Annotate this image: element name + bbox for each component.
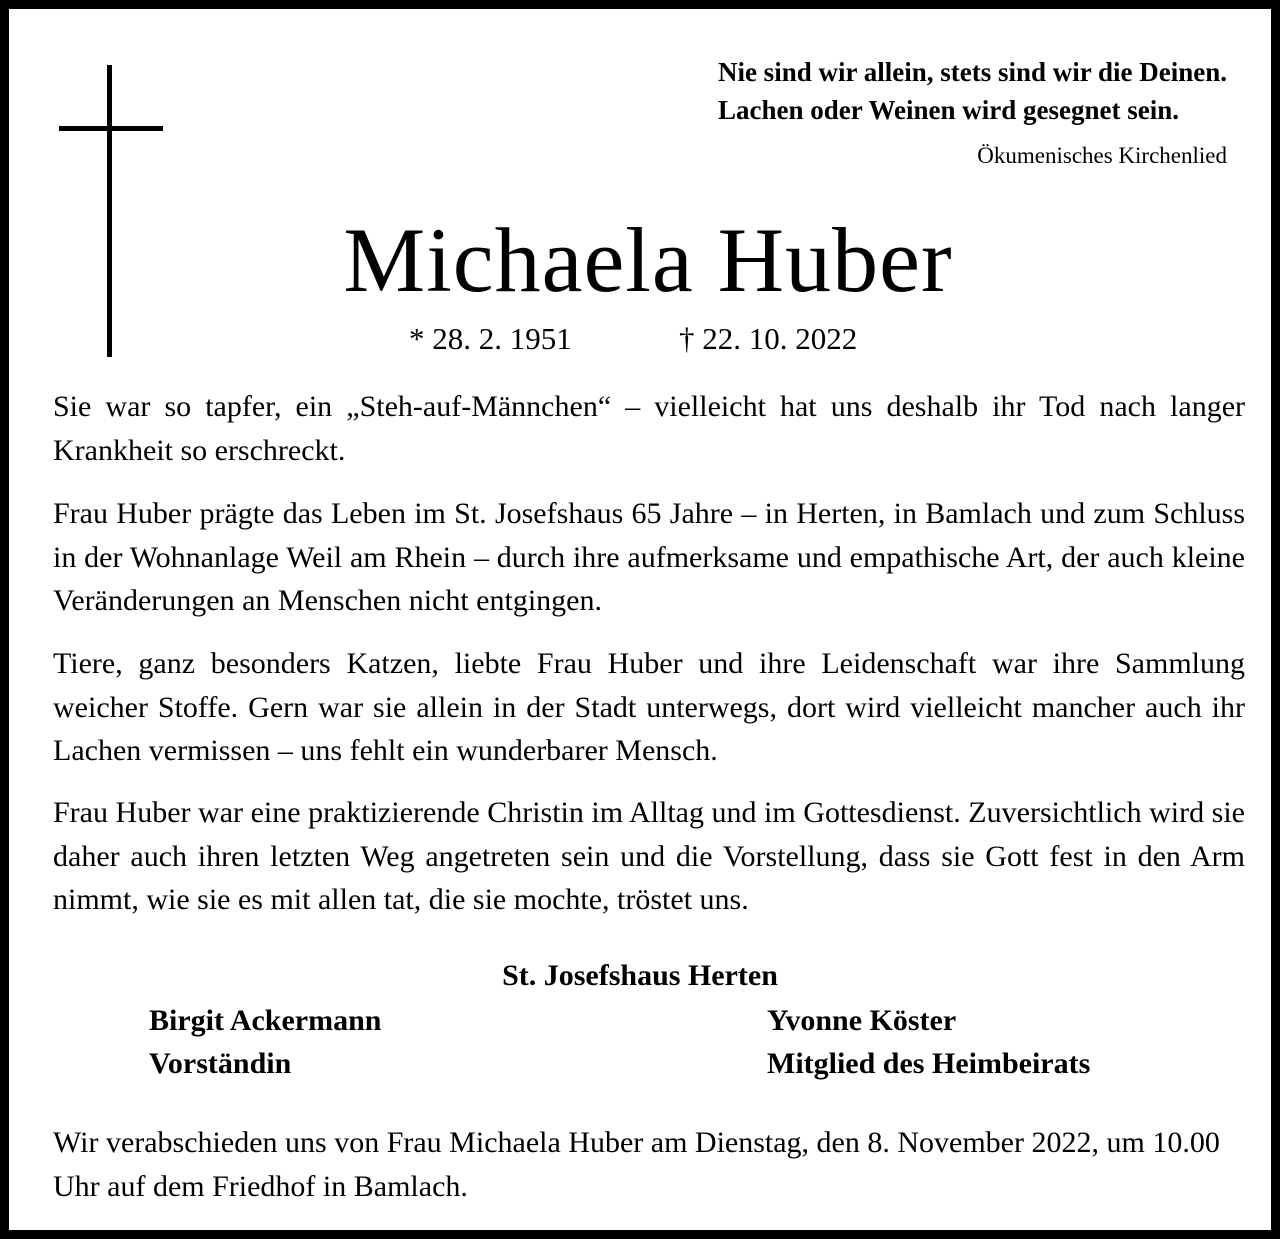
signatory-left bbox=[149, 999, 382, 1085]
motto-line-1: Nie sind wir allein, stets sind wir die Deinen. bbox=[717, 57, 1227, 87]
paragraph-2: Frau Huber prägte das Leben im St. Josefshaus 65 Jahre – in Herten, in Bamlach und zum Schluss in der Wohnanlage Weil am Rhein – durch ihre aufmerksame und empathische Art, der auch kleine Veränderungen an Menschen nicht entgingen. bbox=[53, 497, 1245, 617]
birth-date: * 28. 2. 1951 bbox=[409, 321, 572, 356]
paragraph-4: Frau Huber war eine praktizierende Christin im Alltag und im Gottesdienst. Zuversichtlich wird sie daher auch ihren letzten Weg angetreten sein und die Vorstellung, dass sie Gott fest in den Arm nimmt, wie sie es mit allen tat, die sie mochte, tröstet uns. bbox=[53, 796, 1245, 916]
deceased-name bbox=[9, 205, 1271, 315]
signatory-left-role: Vorständin bbox=[149, 1047, 292, 1080]
organization-name: St. Josefshaus Herten bbox=[502, 959, 778, 992]
signatory-left-name: Birgit Ackermann bbox=[149, 1004, 382, 1037]
cross-horizontal-bar bbox=[59, 126, 163, 131]
signatory-right bbox=[767, 999, 1090, 1085]
motto-line-2: Lachen oder Weinen wird gesegnet sein. bbox=[717, 95, 1179, 125]
death-date: † 22. 10. 2022 bbox=[679, 321, 858, 356]
signatory-right-role: Mitglied des Heimbeirats bbox=[767, 1047, 1091, 1080]
motto-source: Ökumenisches Kirchenlied bbox=[977, 143, 1227, 168]
signatory-right-name: Yvonne Köster bbox=[767, 1004, 957, 1037]
paragraph-1: Sie war so tapfer, ein „Steh-auf-Männchen“ – vielleicht hat uns deshalb ihr Tod nach langer Krankheit so erschreckt. bbox=[53, 390, 1245, 467]
motto-quote bbox=[718, 53, 1227, 129]
paragraph-3: Tiere, ganz besonders Katzen, liebte Frau Huber und ihre Leidenschaft war ihre Sammlung weicher Stoffe. Gern war sie allein in der Stadt unterwegs, dort wird vielleicht mancher auch ihr Lachen vermissen – uns fehlt ein wunderbarer Mensch. bbox=[53, 647, 1245, 767]
funeral-announcement: Wir verabschieden uns von Frau Michaela Huber am Dienstag, den 8. November 2022, um 10.00 Uhr auf dem Friedhof in Bamlach. bbox=[53, 1126, 1220, 1203]
deceased-name-text: Michaela Huber bbox=[343, 209, 953, 311]
